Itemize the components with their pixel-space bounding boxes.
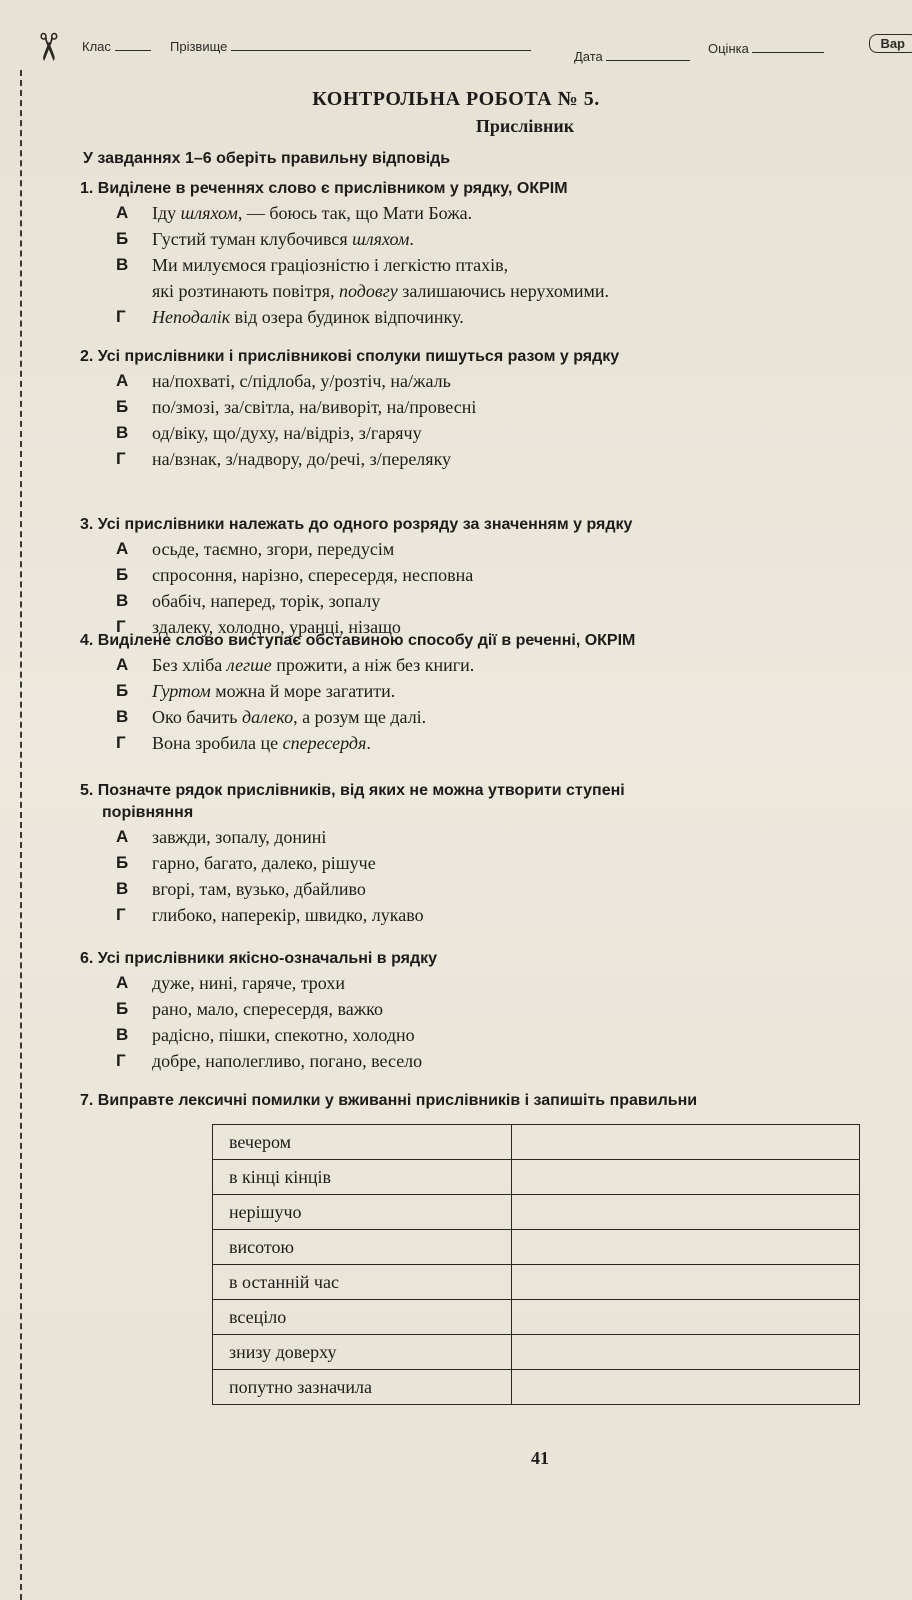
answer-option-В[interactable] bbox=[80, 1022, 902, 1048]
option-text bbox=[152, 853, 376, 873]
question-stem-text: 5. Позначте рядок прислівників, від яких не можна утворити ступені bbox=[80, 782, 625, 799]
option-text bbox=[152, 707, 426, 727]
option-text bbox=[152, 973, 345, 993]
answer-option-А[interactable] bbox=[80, 652, 902, 678]
option-text bbox=[152, 449, 451, 469]
question-stem-text: 2. Усі прислівники і прислівникові сполуки пишуться разом у рядку bbox=[80, 348, 620, 365]
page-subtitle: Прислівник bbox=[475, 116, 575, 136]
answer-option-Г[interactable] bbox=[80, 1048, 902, 1074]
option-text bbox=[152, 307, 464, 327]
incorrect-adverb-cell: знизу доверху bbox=[213, 1335, 512, 1370]
correction-table bbox=[212, 1124, 860, 1405]
correction-answer-cell[interactable] bbox=[512, 1370, 860, 1405]
option-text-part: від озера будинок відпочинку. bbox=[230, 307, 464, 327]
option-letter: А bbox=[116, 973, 129, 992]
option-letter: В bbox=[116, 707, 129, 726]
question-stem-continued: порівняння bbox=[102, 804, 194, 821]
question-3 bbox=[80, 514, 902, 640]
option-text-part: осьде, таємно, згори, передусім bbox=[152, 539, 395, 559]
option-text bbox=[152, 371, 451, 391]
question-5 bbox=[80, 780, 902, 928]
option-text bbox=[152, 423, 422, 443]
option-letter: Г bbox=[116, 307, 126, 326]
answer-option-А[interactable] bbox=[80, 970, 902, 996]
answer-option-А[interactable] bbox=[80, 200, 902, 226]
question-stem bbox=[80, 948, 902, 970]
option-text bbox=[152, 999, 383, 1019]
answer-option-В[interactable] bbox=[80, 588, 902, 614]
option-letter: Г bbox=[116, 905, 126, 924]
option-text-part: завжди, зопалу, донині bbox=[152, 827, 327, 847]
option-text-part: , — боюсь так, що Мати Божа. bbox=[237, 203, 473, 223]
option-text bbox=[152, 733, 371, 753]
option-letter: Б bbox=[116, 397, 129, 416]
highlighted-word: спересердя bbox=[282, 733, 367, 753]
question-stem-text: 3. Усі прислівники належать до одного розряду за значенням у рядку bbox=[80, 516, 633, 533]
table-row bbox=[213, 1230, 860, 1265]
grade-field[interactable]: Оцінка bbox=[708, 40, 824, 56]
option-text bbox=[152, 681, 395, 701]
option-letter: В bbox=[116, 879, 129, 898]
highlighted-word: легше bbox=[226, 655, 272, 675]
page-number: 41 bbox=[531, 1448, 549, 1468]
incorrect-adverb-cell: вечером bbox=[213, 1125, 512, 1160]
table-row bbox=[213, 1370, 860, 1405]
question-stem bbox=[80, 630, 902, 652]
option-letter: Г bbox=[116, 733, 126, 752]
answer-option-Г[interactable] bbox=[80, 730, 902, 756]
option-letter: А bbox=[116, 827, 129, 846]
answer-option-Г[interactable] bbox=[80, 902, 902, 928]
answer-option-Б[interactable] bbox=[80, 562, 902, 588]
option-text-part: . bbox=[409, 229, 414, 249]
option-text bbox=[152, 827, 326, 847]
question-1 bbox=[80, 178, 902, 330]
question-stem bbox=[80, 514, 902, 536]
correction-answer-cell[interactable] bbox=[512, 1265, 860, 1300]
incorrect-adverb-cell: попутно зазначила bbox=[213, 1370, 512, 1405]
highlighted-word: шляхом bbox=[180, 203, 238, 223]
option-text-continued bbox=[152, 278, 902, 304]
answer-option-А[interactable] bbox=[80, 536, 902, 562]
table-row bbox=[213, 1265, 860, 1300]
option-text bbox=[152, 565, 473, 585]
option-text bbox=[152, 255, 508, 275]
option-letter: Б bbox=[116, 999, 129, 1018]
answer-option-А[interactable] bbox=[80, 368, 902, 394]
option-letter: А bbox=[116, 539, 129, 558]
option-letter: Г bbox=[116, 449, 126, 468]
incorrect-adverb-cell: всеціло bbox=[213, 1300, 512, 1335]
option-text-part: дуже, нині, гаряче, трохи bbox=[152, 973, 345, 993]
incorrect-adverb-cell: в кінці кінців bbox=[213, 1160, 512, 1195]
option-text-part: можна й море загатити. bbox=[210, 681, 396, 701]
option-text-part: глибоко, наперекір, швидко, лукаво bbox=[152, 905, 424, 925]
option-letter: А bbox=[116, 371, 129, 390]
answer-option-Б[interactable] bbox=[80, 996, 902, 1022]
option-text bbox=[152, 655, 474, 675]
variant-badge: Вар bbox=[869, 34, 912, 53]
option-text-part: . bbox=[366, 733, 371, 753]
option-text bbox=[152, 591, 380, 611]
question-stem: 7. Виправте лексичні помилки у вживанні прислівників і запишіть правильни bbox=[80, 1092, 698, 1109]
incorrect-adverb-cell: висотою bbox=[213, 1230, 512, 1265]
answer-option-Б[interactable] bbox=[80, 394, 902, 420]
option-letter: В bbox=[116, 1025, 129, 1044]
option-letter: Б bbox=[116, 681, 129, 700]
student-info-header bbox=[82, 34, 912, 74]
option-text-part: од/віку, що/духу, на/відріз, з/гарячу bbox=[152, 423, 422, 443]
answer-option-Б[interactable] bbox=[80, 850, 902, 876]
option-text-part: спросоння, нарізно, спересердя, несповна bbox=[152, 565, 474, 585]
option-text-part: рано, мало, спересердя, важко bbox=[152, 999, 383, 1019]
option-letter: А bbox=[116, 655, 129, 674]
question-stem bbox=[80, 780, 902, 824]
answer-option-В[interactable] bbox=[80, 876, 902, 902]
correction-answer-cell[interactable] bbox=[512, 1160, 860, 1195]
table-row bbox=[213, 1160, 860, 1195]
option-text-part: радісно, пішки, спекотно, холодно bbox=[152, 1025, 415, 1045]
option-text-part: Іду bbox=[152, 203, 181, 223]
option-text-part: обабіч, наперед, торік, зопалу bbox=[152, 591, 381, 611]
option-text bbox=[152, 539, 394, 559]
option-text-part: вгорі, там, вузько, дбайливо bbox=[152, 879, 366, 899]
answer-option-Б[interactable] bbox=[80, 678, 902, 704]
answer-option-В[interactable] bbox=[80, 252, 902, 304]
option-text-part: залишаючись нерухомими. bbox=[397, 281, 610, 301]
instruction-text: У завданнях 1–6 оберіть правильну відповідь bbox=[83, 150, 451, 167]
scissors-icon: ✂ bbox=[25, 31, 70, 63]
question-stem-text: 4. Виділене слово виступає обставиною способу дії в реченні, ОКРІМ bbox=[80, 632, 636, 649]
incorrect-adverb-cell: нерішучо bbox=[213, 1195, 512, 1230]
highlighted-word: подовгу bbox=[339, 281, 398, 301]
question-stem-text: 6. Усі прислівники якісно-означальні в рядку bbox=[80, 950, 438, 967]
highlighted-word: далеко bbox=[242, 707, 294, 727]
option-text-part: , а розум ще далі. bbox=[293, 707, 427, 727]
page-title: КОНТРОЛЬНА РОБОТА № 5. bbox=[312, 88, 600, 110]
option-text bbox=[152, 397, 476, 417]
option-letter: В bbox=[116, 423, 129, 442]
answer-option-В[interactable] bbox=[80, 420, 902, 446]
class-field[interactable]: Клас bbox=[82, 38, 151, 54]
question-stem bbox=[80, 346, 902, 368]
cut-line bbox=[20, 70, 22, 1600]
answer-option-А[interactable] bbox=[80, 824, 902, 850]
answer-option-Б[interactable] bbox=[80, 226, 902, 252]
correction-answer-cell[interactable] bbox=[512, 1230, 860, 1265]
question-stem bbox=[80, 178, 902, 200]
table-row bbox=[213, 1300, 860, 1335]
table-row bbox=[213, 1125, 860, 1160]
option-text-part: які розтинають повітря, bbox=[152, 281, 340, 301]
table-row bbox=[213, 1195, 860, 1230]
option-letter: Б bbox=[116, 229, 129, 248]
option-text-part: Вона зробила це bbox=[152, 733, 283, 753]
surname-field[interactable]: Прізвище bbox=[170, 38, 531, 54]
option-text-part: на/взнак, з/надвору, до/речі, з/переляку bbox=[152, 449, 452, 469]
option-text-part: прожити, а ніж без книги. bbox=[271, 655, 475, 675]
option-letter: Б bbox=[116, 853, 129, 872]
option-text-part: Ми милуємося граціозністю і легкістю птахів, bbox=[152, 255, 509, 275]
option-text bbox=[152, 229, 414, 249]
option-text-part: Око бачить bbox=[152, 707, 243, 727]
highlighted-word: Гуртом bbox=[152, 681, 211, 701]
question-stem-text: 1. Виділене в реченнях слово є прислівником у рядку, ОКРІМ bbox=[80, 180, 568, 197]
option-letter: Б bbox=[116, 565, 129, 584]
option-text bbox=[152, 1051, 422, 1071]
date-field[interactable]: Дата bbox=[574, 48, 690, 64]
question-7 bbox=[80, 1090, 902, 1112]
option-text-part: здалеку, холодно, уранці, нізащо bbox=[152, 617, 401, 637]
answer-option-Г[interactable] bbox=[80, 304, 902, 330]
option-text-part: Густий туман клубочився bbox=[152, 229, 353, 249]
option-text-part: Без хліба bbox=[152, 655, 227, 675]
option-text bbox=[152, 879, 366, 899]
answer-option-В[interactable] bbox=[80, 704, 902, 730]
correction-answer-cell[interactable] bbox=[512, 1125, 860, 1160]
question-2 bbox=[80, 346, 902, 472]
highlighted-word: Неподалік bbox=[152, 307, 231, 327]
option-text-part: добре, наполегливо, погано, весело bbox=[152, 1051, 423, 1071]
answer-option-Г[interactable] bbox=[80, 446, 902, 472]
option-text-part: на/похваті, с/підлоба, у/розтіч, на/жаль bbox=[152, 371, 451, 391]
option-letter: А bbox=[116, 203, 129, 222]
option-text-part: гарно, багато, далеко, рішуче bbox=[152, 853, 376, 873]
question-6 bbox=[80, 948, 902, 1074]
option-letter: Г bbox=[116, 617, 126, 636]
question-4 bbox=[80, 630, 902, 756]
correction-answer-cell[interactable] bbox=[512, 1335, 860, 1370]
option-text-part: по/змозі, за/світла, на/виворіт, на/провесні bbox=[152, 397, 477, 417]
option-letter: В bbox=[116, 255, 129, 274]
option-letter: Г bbox=[116, 1051, 126, 1070]
option-letter: В bbox=[116, 591, 129, 610]
correction-answer-cell[interactable] bbox=[512, 1195, 860, 1230]
table-row bbox=[213, 1335, 860, 1370]
option-text bbox=[152, 1025, 415, 1045]
option-text bbox=[152, 905, 424, 925]
highlighted-word: шляхом bbox=[352, 229, 410, 249]
correction-answer-cell[interactable] bbox=[512, 1300, 860, 1335]
option-text bbox=[152, 203, 472, 223]
incorrect-adverb-cell: в останній час bbox=[213, 1265, 512, 1300]
